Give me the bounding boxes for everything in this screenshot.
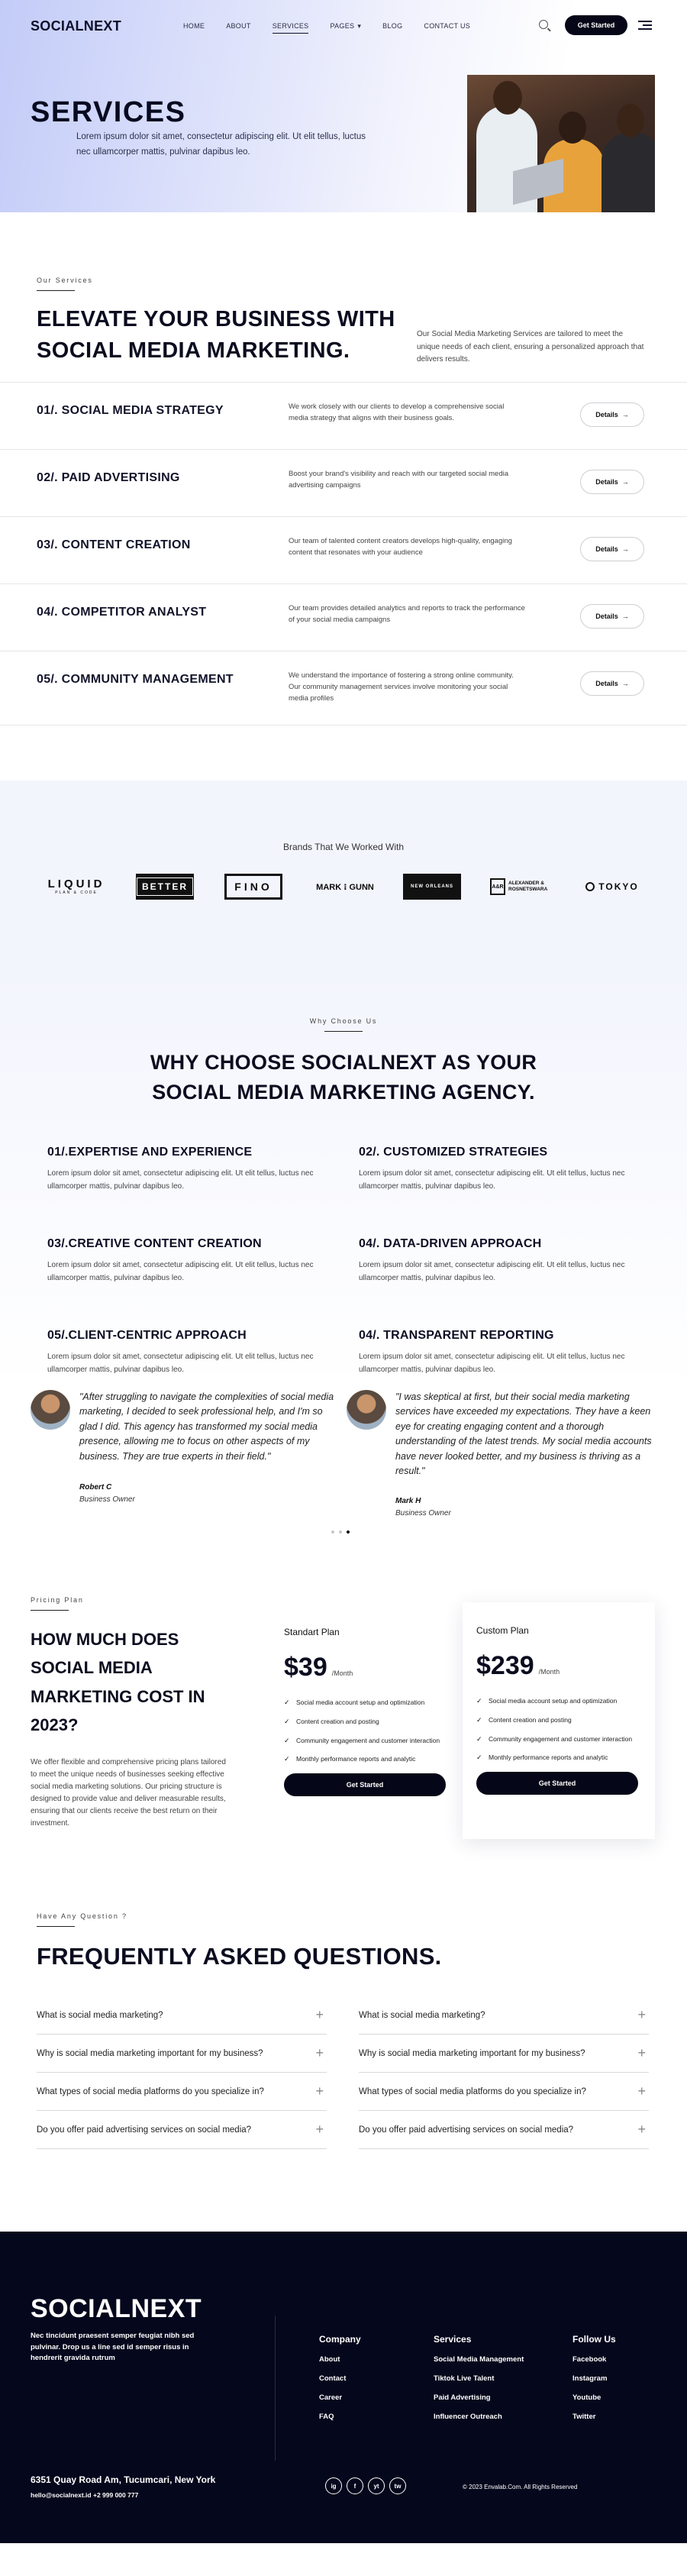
why-item <box>47 1146 337 1193</box>
nav-blog[interactable]: BLOG <box>382 22 403 30</box>
details-button[interactable] <box>580 537 644 561</box>
arrow-right-icon: → <box>621 478 629 486</box>
brand-name: ALEXANDER & ROSNETSWARA <box>508 881 548 892</box>
check-icon: ✓ <box>476 1734 482 1743</box>
check-icon: ✓ <box>284 1717 290 1725</box>
faq-question: What types of social media platforms do you specialize in? <box>359 2086 586 2096</box>
footer-link[interactable]: Facebook <box>572 2355 607 2364</box>
service-name: 02/. PAID ADVERTISING <box>37 471 180 484</box>
service-row <box>0 583 687 651</box>
hero-section <box>0 0 687 212</box>
footer-link[interactable]: Social Media Management <box>434 2355 524 2364</box>
pricing-card <box>270 1610 463 1839</box>
footer-link[interactable]: Contact <box>319 2374 347 2383</box>
brand-logo-tokyo <box>580 875 644 898</box>
faq-item[interactable] <box>37 1996 327 2035</box>
feature-text: Community engagement and customer interaction <box>296 1736 440 1744</box>
brand-name: BETTER <box>137 878 193 896</box>
feature-list <box>284 1698 449 1764</box>
service-row <box>0 449 687 516</box>
nav-home[interactable]: HOME <box>183 22 205 30</box>
feature-text: Content creation and posting <box>296 1717 379 1725</box>
services-eyebrow: Our Services <box>37 276 93 284</box>
plus-icon[interactable]: + <box>637 2007 646 2022</box>
brand-logo-liquid <box>44 875 108 898</box>
why-title-text: WHY CHOOSE SOCIALNEXT AS YOUR SOCIAL MEDIA MARKETING AGENCY. <box>150 1051 537 1104</box>
feature-item <box>284 1754 449 1764</box>
twitter-icon[interactable]: tw <box>389 2477 406 2494</box>
get-started-button[interactable]: Get Started <box>565 15 627 35</box>
faq-item[interactable] <box>37 2111 327 2149</box>
nav-menu <box>183 22 492 34</box>
brand-logo-markgunn: MARK ⁝ GUNN <box>316 882 374 892</box>
feature-item <box>284 1717 449 1727</box>
service-text: Our team of talented content creators develops high-quality, engaging content that resonates with your audience <box>289 537 512 558</box>
details-button[interactable] <box>580 604 644 629</box>
feature-list <box>476 1696 641 1763</box>
chevron-down-icon: ▾ <box>357 22 362 30</box>
footer-link[interactable]: Influencer Outreach <box>434 2413 502 2421</box>
avatar <box>31 1390 70 1430</box>
faq-item[interactable] <box>359 1996 649 2035</box>
footer-logo[interactable]: SOCIALNEXT <box>31 2294 202 2323</box>
why-item-title: 04/. TRANSPARENT REPORTING <box>359 1329 554 1342</box>
hero-text: Lorem ipsum dolor sit amet, consectetur adipiscing elit. Ut elit tellus, luctus nec ullamcorper mattis, pulvinar dapibus leo. <box>76 132 366 157</box>
faq-item[interactable] <box>359 2073 649 2111</box>
check-icon: ✓ <box>284 1755 290 1763</box>
footer-link[interactable]: Twitter <box>572 2413 596 2421</box>
eyebrow-divider <box>324 1031 363 1032</box>
footer-column-title: Company <box>319 2334 361 2345</box>
brand-name: LIQUID <box>47 878 105 890</box>
eyebrow-divider <box>31 1610 69 1611</box>
service-row <box>0 382 687 449</box>
price-period: /Month <box>331 1669 353 1677</box>
why-item <box>47 1237 337 1285</box>
arrow-right-icon: → <box>621 411 629 419</box>
why-item-title: 02/. CUSTOMIZED STRATEGIES <box>359 1146 548 1159</box>
footer-link[interactable]: Tiktok Live Talent <box>434 2374 495 2383</box>
menu-icon[interactable] <box>638 21 652 30</box>
footer-contact: hello@socialnext.id +2 999 000 777 <box>31 2491 139 2499</box>
why-item-text: Lorem ipsum dolor sit amet, consectetur adipiscing elit. Ut elit tellus, luctus nec ullamcorper mattis, pulvinar dapibus leo. <box>47 1353 314 1374</box>
plus-icon[interactable]: + <box>315 2122 324 2137</box>
why-item-text: Lorem ipsum dolor sit amet, consectetur adipiscing elit. Ut elit tellus, luctus nec ullamcorper mattis, pulvinar dapibus leo. <box>47 1261 314 1282</box>
why-item-text: Lorem ipsum dolor sit amet, consectetur adipiscing elit. Ut elit tellus, luctus nec ullamcorper mattis, pulvinar dapibus leo. <box>359 1261 625 1282</box>
testimonial-name: Robert C <box>79 1483 112 1492</box>
feature-item <box>476 1696 641 1706</box>
service-text: Our team provides detailed analytics and reports to track the performance of your social media campaigns <box>289 604 525 625</box>
brand-logo-alexander <box>490 875 554 898</box>
footer-divider <box>275 2316 276 2461</box>
faq-question: Do you offer paid advertising services on social media? <box>37 2125 252 2135</box>
faq-item[interactable] <box>37 2073 327 2111</box>
plus-icon[interactable]: + <box>315 2045 324 2060</box>
feature-item <box>476 1715 641 1725</box>
faq-question: What is social media marketing? <box>37 2010 163 2020</box>
testimonial-role: Business Owner <box>395 1509 451 1517</box>
check-icon: ✓ <box>476 1753 482 1762</box>
youtube-icon[interactable]: yt <box>368 2477 385 2494</box>
faq-item[interactable] <box>359 2111 649 2149</box>
footer <box>0 2232 687 2543</box>
search-icon[interactable] <box>539 20 548 29</box>
footer-link[interactable]: FAQ <box>319 2413 334 2421</box>
details-button[interactable] <box>580 402 644 427</box>
pricing-section <box>0 1595 687 1885</box>
faq-item[interactable] <box>359 2035 649 2073</box>
brand-logo-better <box>136 874 194 900</box>
get-started-button[interactable]: Get Started <box>476 1772 638 1795</box>
footer-link[interactable]: About <box>319 2355 340 2364</box>
carousel-dot[interactable] <box>339 1530 342 1534</box>
why-item <box>359 1237 649 1285</box>
feature-item <box>284 1698 449 1708</box>
pricing-card <box>463 1602 655 1839</box>
services-title: ELEVATE YOUR BUSINESS WITH SOCIAL MEDIA MARKETING. <box>37 307 395 363</box>
feature-text: Content creation and posting <box>489 1715 572 1724</box>
details-label: Details <box>595 612 618 620</box>
price-amount: $239 <box>476 1651 534 1680</box>
brand-name: TOKYO <box>598 881 639 892</box>
plus-icon[interactable]: + <box>637 2045 646 2060</box>
details-label: Details <box>595 545 618 553</box>
brand-mark-icon: A&R <box>490 878 505 895</box>
nav-pages-label: PAGES <box>330 22 355 30</box>
footer-column <box>572 2334 616 2432</box>
plan-name: Custom Plan <box>476 1625 529 1636</box>
feature-text: Monthly performance reports and analytic <box>296 1755 416 1763</box>
carousel-dot-active[interactable] <box>347 1530 350 1534</box>
carousel-dot[interactable] <box>331 1530 334 1534</box>
footer-link[interactable]: Career <box>319 2393 343 2402</box>
nav-pages[interactable] <box>330 22 361 34</box>
footer-column-title: Services <box>434 2334 472 2345</box>
service-text: We work closely with our clients to develop a comprehensive social media strategy that aligns with their business goals. <box>289 402 505 423</box>
service-row <box>0 651 687 726</box>
details-button[interactable] <box>580 470 644 494</box>
footer-column <box>434 2334 524 2432</box>
testimonial-quote: "After struggling to navigate the complexities of social media marketing, I decided to seek professional help, and I'm so glad I did. This agency has transformed my social media presence, allowing me to focus on other aspects of my business. They are true experts in their field." <box>79 1391 334 1462</box>
plus-icon[interactable]: + <box>315 2083 324 2099</box>
get-started-button[interactable]: Get Started <box>284 1773 446 1796</box>
service-text: Boost your brand's visibility and reach with our targeted social media advertising campaigns <box>289 470 509 490</box>
facebook-icon[interactable]: f <box>347 2477 363 2494</box>
plus-icon[interactable]: + <box>637 2122 646 2137</box>
service-name: 01/. SOCIAL MEDIA STRATEGY <box>37 404 224 417</box>
faq-question: What is social media marketing? <box>359 2010 485 2020</box>
why-eyebrow: Why Choose Us <box>309 1017 378 1025</box>
nav-services[interactable]: SERVICES <box>273 22 309 34</box>
faq-section <box>0 1885 687 2232</box>
feature-text: Social media account setup and optimization <box>296 1698 425 1706</box>
faq-question: Why is social media marketing important for my business? <box>359 2048 585 2058</box>
why-choose-section <box>0 971 687 1390</box>
social-icons <box>325 2477 406 2494</box>
plan-price <box>476 1651 641 1681</box>
testimonial-name: Mark H <box>395 1497 421 1505</box>
service-text: We understand the importance of fostering a strong online community. Our community management services involve monitoring your social media profiles <box>289 671 514 703</box>
footer-link[interactable]: Paid Advertising <box>434 2393 491 2402</box>
brands-title: Brands That We Worked With <box>282 842 405 852</box>
plan-price <box>284 1653 449 1682</box>
check-icon: ✓ <box>284 1736 290 1744</box>
plus-icon[interactable]: + <box>315 2007 324 2022</box>
why-item-text: Lorem ipsum dolor sit amet, consectetur adipiscing elit. Ut elit tellus, luctus nec ullamcorper mattis, pulvinar dapibus leo. <box>47 1169 314 1191</box>
faq-eyebrow: Have Any Question ? <box>37 1912 127 1920</box>
plus-icon[interactable]: + <box>637 2083 646 2099</box>
details-button[interactable] <box>580 671 644 696</box>
feature-text: Monthly performance reports and analytic <box>489 1753 608 1762</box>
testimonials-section <box>0 1390 687 1595</box>
details-label: Details <box>595 411 618 419</box>
footer-link[interactable]: Instagram <box>572 2374 608 2383</box>
brands-section <box>0 781 687 971</box>
nav-contact[interactable]: CONTACT US <box>424 22 471 30</box>
eyebrow-divider <box>37 1926 75 1927</box>
price-amount: $39 <box>284 1653 327 1682</box>
check-icon: ✓ <box>284 1698 290 1706</box>
feature-item <box>476 1753 641 1763</box>
why-item-title: 04/. DATA-DRIVEN APPROACH <box>359 1237 542 1250</box>
why-item-text: Lorem ipsum dolor sit amet, consectetur adipiscing elit. Ut elit tellus, luctus nec ullamcorper mattis, pulvinar dapibus leo. <box>359 1169 625 1191</box>
footer-tagline: Nec tincidunt praesent semper feugiat nibh sed pulvinar. Drop us a line sed id semper risus in hendrerit gravida rutrum <box>31 2332 195 2363</box>
details-label: Details <box>595 680 618 687</box>
brand-sub: PLAN & CODE <box>55 890 98 895</box>
service-row <box>0 516 687 583</box>
arrow-right-icon: → <box>621 545 629 553</box>
why-item <box>359 1329 649 1376</box>
brand-logo-fino: FINO <box>224 874 282 900</box>
faq-item[interactable] <box>37 2035 327 2073</box>
services-header <box>0 212 687 382</box>
brand-logo-neworleans: NEW ORLEANS <box>403 874 461 900</box>
arrow-right-icon: → <box>621 680 629 687</box>
eyebrow-divider <box>37 290 75 291</box>
site-logo[interactable]: SOCIALNEXT <box>31 18 122 34</box>
feature-text: Social media account setup and optimization <box>489 1697 618 1705</box>
avatar <box>347 1390 386 1430</box>
pricing-text: We offer flexible and comprehensive pricing plans tailored to meet the unique needs of businesses seeking effective social media marketing solutions. Our pricing structure is designed to provide value and deliver measurable results, ensuring that our clients receive the best return on their investment. <box>31 1758 226 1828</box>
details-label: Details <box>595 478 618 486</box>
footer-column <box>319 2334 361 2432</box>
pricing-eyebrow: Pricing Plan <box>31 1596 84 1604</box>
footer-link[interactable]: Youtube <box>572 2393 602 2402</box>
services-list <box>0 382 687 726</box>
faq-title: FREQUENTLY ASKED QUESTIONS. <box>37 1943 442 1970</box>
plan-name: Standart Plan <box>284 1627 340 1637</box>
instagram-icon[interactable]: ig <box>325 2477 342 2494</box>
price-period: /Month <box>538 1668 560 1676</box>
feature-item <box>476 1734 641 1744</box>
services-description: Our Social Media Marketing Services are tailored to meet the unique needs of each client, ensuring a personalized approach that delivers results. <box>417 330 644 364</box>
pricing-title: HOW MUCH DOES SOCIAL MEDIA MARKETING COST IN 2023? <box>31 1630 205 1735</box>
why-item-title: 01/.EXPERTISE AND EXPERIENCE <box>47 1146 253 1159</box>
faq-question: Why is social media marketing important for my business? <box>37 2048 263 2058</box>
service-name: 04/. COMPETITOR ANALYST <box>37 606 207 619</box>
sun-icon <box>585 882 595 891</box>
faq-question: Do you offer paid advertising services on social media? <box>359 2125 574 2135</box>
hero-team-photo <box>467 75 655 212</box>
nav-about[interactable]: ABOUT <box>226 22 251 30</box>
feature-item <box>284 1736 449 1746</box>
faq-question: What types of social media platforms do you specialize in? <box>37 2086 264 2096</box>
why-item <box>47 1329 337 1376</box>
feature-text: Community engagement and customer interaction <box>489 1734 633 1743</box>
check-icon: ✓ <box>476 1697 482 1705</box>
carousel-dots <box>331 1530 350 1534</box>
why-title <box>0 1048 687 1107</box>
check-icon: ✓ <box>476 1715 482 1724</box>
page-title: SERVICES <box>31 96 186 128</box>
testimonial-role: Business Owner <box>79 1495 135 1504</box>
why-item-text: Lorem ipsum dolor sit amet, consectetur adipiscing elit. Ut elit tellus, luctus nec ullamcorper mattis, pulvinar dapibus leo. <box>359 1353 625 1374</box>
why-item-title: 05/.CLIENT-CENTRIC APPROACH <box>47 1329 247 1342</box>
copyright: © 2023 Envalab.Com. All Rights Reserved <box>463 2484 578 2490</box>
footer-column-title: Follow Us <box>572 2334 616 2345</box>
arrow-right-icon: → <box>621 612 629 620</box>
testimonial-quote: "I was skeptical at first, but their social media marketing services have exceeded my expectations. They have a keen eye for creating engaging content and a thorough understanding of the latest trends. My social media accounts have never looked better, and my business is thriving as a result." <box>395 1391 652 1476</box>
service-name: 05/. COMMUNITY MANAGEMENT <box>37 673 234 686</box>
service-name: 03/. CONTENT CREATION <box>37 538 191 551</box>
footer-address: 6351 Quay Road Am, Tucumcari, New York <box>31 2474 216 2485</box>
top-nav <box>0 0 687 50</box>
why-item <box>359 1146 649 1193</box>
why-item-title: 03/.CREATIVE CONTENT CREATION <box>47 1237 262 1250</box>
